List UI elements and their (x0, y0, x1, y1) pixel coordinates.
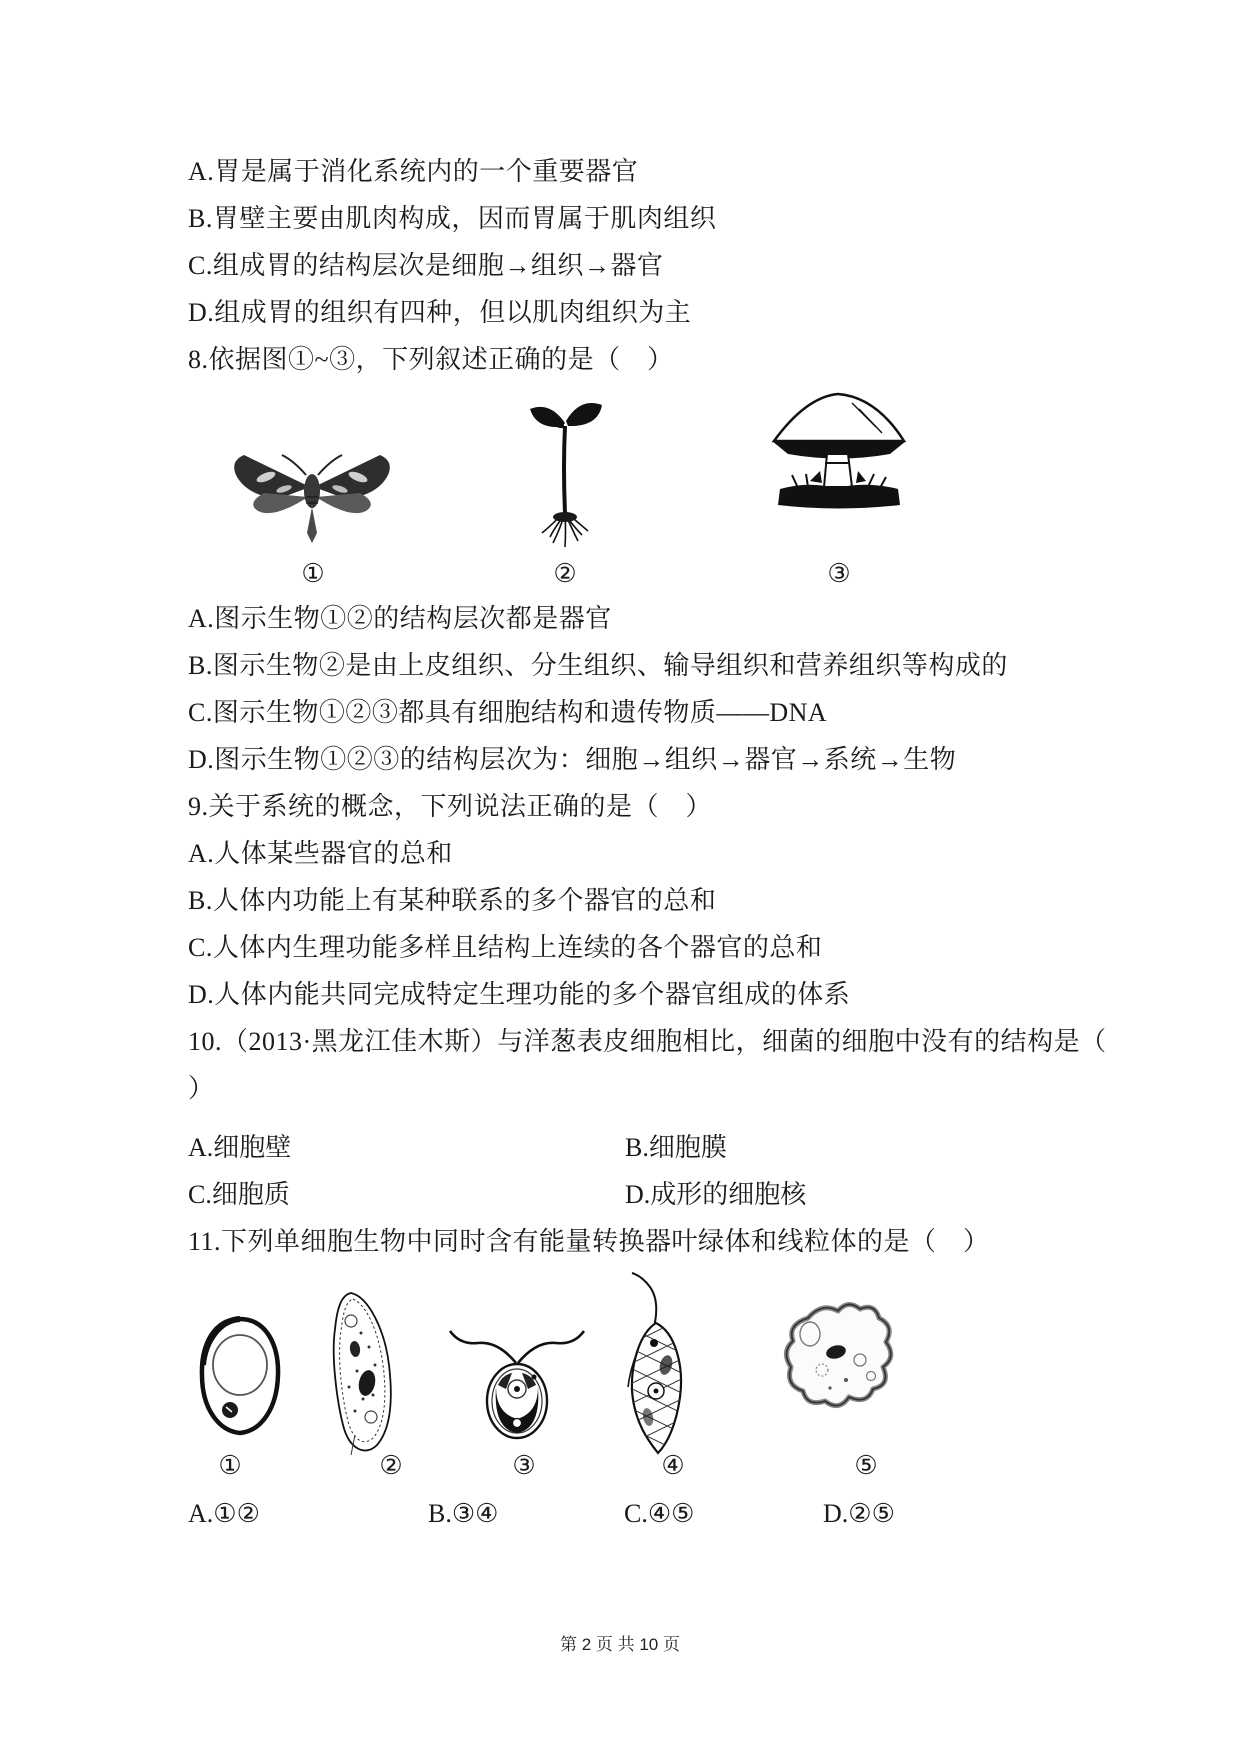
q11-option-a: A.①② (188, 1499, 260, 1528)
exam-content (188, 0, 1108, 1537)
q11-figure-row (188, 1265, 1108, 1490)
moth-figure (226, 445, 398, 545)
q10-stem-line1: 10.（2013·黑龙江佳木斯）与洋葱表皮细胞相比，细菌的细胞中没有的结构是（ (188, 1027, 1107, 1056)
q11-option-c: C.④⑤ (624, 1499, 695, 1528)
q11-figure-label-4: ④ (661, 1451, 685, 1480)
q7-option-b: B.胃壁主要由肌肉构成，因而胃属于肌肉组织 (188, 204, 717, 233)
chlamydomonas-figure (446, 1301, 588, 1443)
q9-option-b: B.人体内功能上有某种联系的多个器官的总和 (188, 886, 717, 915)
q8-option-d: D.图示生物①②③的结构层次为：细胞→组织→器官→系统→生物 (188, 745, 957, 774)
q8-stem: 8.依据图①~③，下列叙述正确的是（ ） (188, 345, 674, 374)
q10-options-row-2 (188, 1171, 1108, 1218)
q10-stem-line2: ） (188, 1074, 215, 1103)
q11-options-row (188, 1490, 1108, 1537)
q11-option-b: B.③④ (428, 1499, 499, 1528)
page-number-footer: 第 2 页 共 10 页 (560, 1635, 680, 1654)
q8-figure-label-2: ② (553, 559, 577, 588)
q11-figure-label-3: ③ (512, 1451, 536, 1480)
q10-option-a: A.细胞壁 (188, 1133, 292, 1162)
q11-figure-label-5: ⑤ (854, 1451, 878, 1480)
q8-figure-row (188, 383, 1108, 595)
q11-figure-label-2: ② (379, 1451, 403, 1480)
q10-option-d: D.成形的细胞核 (625, 1180, 807, 1209)
q9-option-a: A.人体某些器官的总和 (188, 839, 453, 868)
q7-option-c: C.组成胃的结构层次是细胞→组织→器官 (188, 251, 664, 280)
paramecium-figure (311, 1287, 413, 1462)
q7-option-d: D.组成胃的组织有四种，但以肌肉组织为主 (188, 298, 692, 327)
q11-option-d: D.②⑤ (823, 1499, 895, 1528)
mushroom-figure (764, 389, 914, 511)
q9-stem: 9.关于系统的概念，下列说法正确的是（ ） (188, 792, 713, 821)
q8-figure-label-3: ③ (827, 559, 851, 588)
seedling-figure (520, 395, 610, 551)
q10-option-c: C.细胞质 (188, 1180, 290, 1209)
round-cell-figure (190, 1313, 290, 1439)
q11-figure-label-1: ① (218, 1451, 242, 1480)
q11-stem: 11.下列单细胞生物中同时含有能量转换器叶绿体和线粒体的是（ ） (188, 1227, 990, 1256)
amoeba-figure (778, 1296, 898, 1423)
q8-option-c: C.图示生物①②③都具有细胞结构和遗传物质——DNA (188, 698, 828, 727)
euglena-figure (616, 1271, 698, 1459)
q8-option-b: B.图示生物②是由上皮组织、分生组织、输导组织和营养组织等构成的 (188, 651, 1008, 680)
q9-option-d: D.人体内能共同完成特定生理功能的多个器官组成的体系 (188, 980, 851, 1009)
q8-figure-label-1: ① (301, 559, 325, 588)
q7-option-a: A.胃是属于消化系统内的一个重要器官 (188, 157, 639, 186)
q10-options-row-1 (188, 1124, 1108, 1171)
q10-option-b: B.细胞膜 (625, 1133, 727, 1162)
q9-option-c: C.人体内生理功能多样且结构上连续的各个器官的总和 (188, 933, 823, 962)
q8-option-a: A.图示生物①②的结构层次都是器官 (188, 604, 612, 633)
